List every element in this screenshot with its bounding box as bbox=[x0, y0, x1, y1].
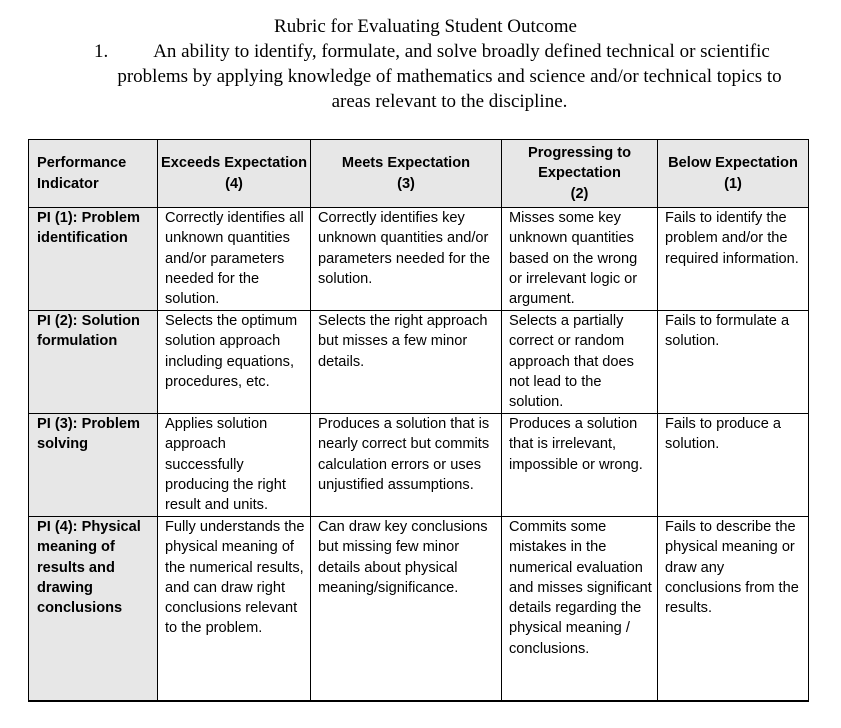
header-exceeds-expectation bbox=[158, 140, 311, 208]
header-level-score: (2) bbox=[570, 185, 589, 202]
outcome-text: An ability to identify, formulate, and solve broadly defined technical or scientific problems by applying knowledge of mathematics and science and/or technical topics to areas relevant to the discipline. bbox=[117, 41, 782, 112]
table-cell: Applies solution approach successfully producing the right result and units. bbox=[158, 414, 311, 517]
header-level-score: (1) bbox=[724, 175, 742, 192]
table-cell: Selects the optimum solution approach including equations, procedures, etc. bbox=[158, 311, 311, 414]
student-outcome-statement bbox=[94, 39, 801, 114]
table-cell: Fails to produce a solution. bbox=[658, 414, 809, 517]
table-cell: Misses some key unknown quantities based on the wrong or irrelevant logic or argument. bbox=[502, 208, 658, 311]
header-level-label: Exceeds Expectation bbox=[161, 155, 308, 172]
outcome-number: 1. bbox=[94, 41, 109, 62]
row-indicator: PI (4): Physical meaning of results and drawing conclusions bbox=[29, 517, 158, 702]
document-title: Rubric for Evaluating Student Outcome bbox=[274, 16, 577, 37]
table-row bbox=[29, 517, 809, 702]
header-level-label: Below Expectation bbox=[668, 155, 798, 172]
rubric-table bbox=[28, 139, 809, 702]
table-cell: Produces a solution that is irrelevant, impossible or wrong. bbox=[502, 414, 658, 517]
table-cell: Fails to formulate a solution. bbox=[658, 311, 809, 414]
table-row bbox=[29, 311, 809, 414]
table-cell: Correctly identifies key unknown quantities and/or parameters needed for the solution. bbox=[311, 208, 502, 311]
table-cell: Selects the right approach but misses a few minor details. bbox=[311, 311, 502, 414]
row-indicator: PI (2): Solution formulation bbox=[29, 311, 158, 414]
header-level-label: Meets Expectation bbox=[341, 155, 471, 172]
table-cell: Selects a partially correct or random approach that does not lead to the solution. bbox=[502, 311, 658, 414]
table-cell: Fully understands the physical meaning of the numerical results, and can draw right conclusions relevant to the problem. bbox=[158, 517, 311, 702]
table-cell: Fails to identify the problem and/or the required information. bbox=[658, 208, 809, 311]
table-cell: Commits some mistakes in the numerical evaluation and misses significant details regarding the physical meaning / conclusions. bbox=[502, 517, 658, 702]
header-level-score: (4) bbox=[225, 175, 243, 192]
document-header bbox=[0, 14, 841, 114]
table-cell: Can draw key conclusions but missing few minor details about physical meaning/significance. bbox=[311, 517, 502, 702]
header-performance-indicator: Performance Indicator bbox=[29, 140, 158, 208]
table-cell: Correctly identifies all unknown quantities and/or parameters needed for the solution. bbox=[158, 208, 311, 311]
row-indicator: PI (3): Problem solving bbox=[29, 414, 158, 517]
row-indicator: PI (1): Problem identification bbox=[29, 208, 158, 311]
header-row bbox=[29, 140, 809, 208]
header-meets-expectation bbox=[311, 140, 502, 208]
header-progressing-to-expectation bbox=[502, 140, 658, 208]
table-cell: Fails to describe the physical meaning or draw any conclusions from the results. bbox=[658, 517, 809, 702]
header-below-expectation bbox=[658, 140, 809, 208]
header-level-score: (3) bbox=[397, 175, 415, 192]
table-row bbox=[29, 208, 809, 311]
table-row bbox=[29, 414, 809, 517]
table-cell: Produces a solution that is nearly correct but commits calculation errors or uses unjustified assumptions. bbox=[311, 414, 502, 517]
header-level-label: Progressing to Expectation bbox=[528, 145, 631, 182]
